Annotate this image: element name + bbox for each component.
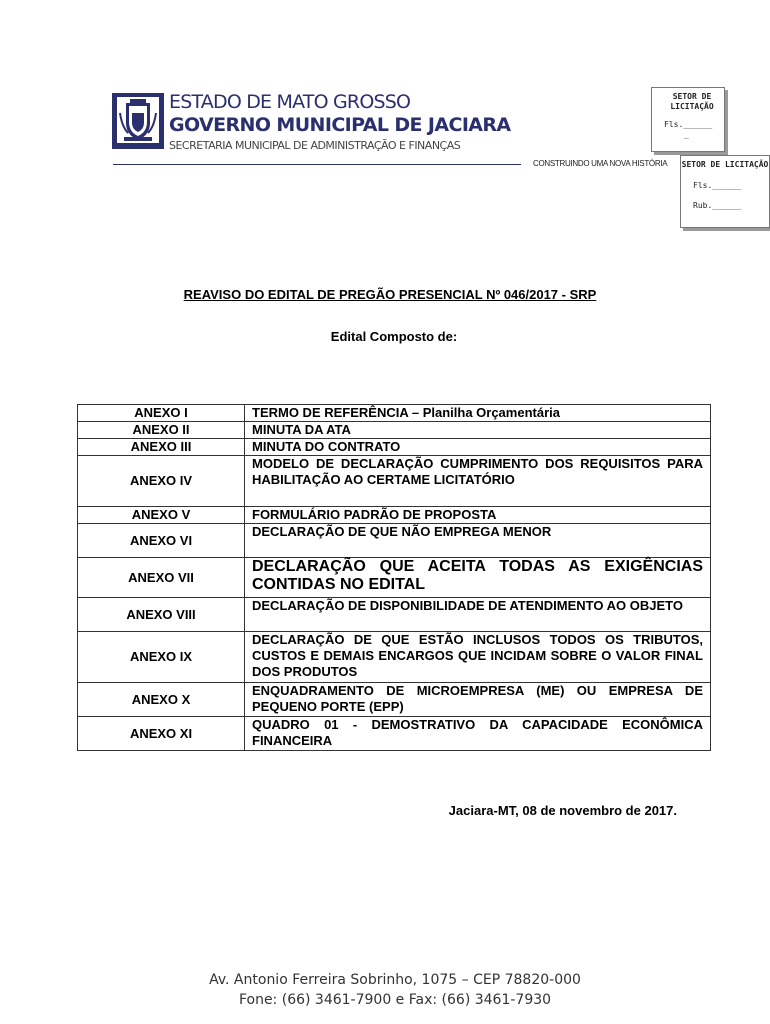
annex-description: MINUTA DA ATA [245, 422, 711, 439]
stamp-fls: Fls.______ [693, 181, 742, 190]
footer [0, 970, 770, 1010]
licitation-stamp-1 [651, 87, 725, 152]
annex-description: DECLARAÇÃO DE QUE NÃO EMPREGA MENOR [245, 524, 711, 558]
annex-description: DECLARAÇÃO QUE ACEITA TODAS AS EXIGÊNCIAS CONTIDAS NO EDITAL [245, 558, 711, 598]
annex-description: QUADRO 01 - DEMOSTRATIVO DA CAPACIDADE ECONÔMICA FINANCEIRA [245, 717, 711, 751]
annex-description: FORMULÁRIO PADRÃO DE PROPOSTA [245, 507, 711, 524]
table-row [78, 632, 711, 683]
annex-code: ANEXO IX [78, 632, 245, 683]
footer-address: Av. Antonio Ferreira Sobrinho, 1075 – CEP 78820-000 [209, 972, 581, 988]
annex-code: ANEXO VII [78, 558, 245, 598]
table-row [78, 405, 711, 422]
header-divider [113, 164, 521, 165]
place-date: Jaciara-MT, 08 de novembro de 2017. [448, 803, 677, 818]
annex-table [77, 404, 711, 751]
annex-code: ANEXO XI [78, 717, 245, 751]
stamp-fls: Fls.______ [664, 120, 713, 129]
annex-description: MODELO DE DECLARAÇÃO CUMPRIMENTO DOS REQUISITOS PARA HABILITAÇÃO AO CERTAME LICITATÓRIO [245, 456, 711, 507]
government-letterhead [169, 91, 511, 154]
annex-code: ANEXO VIII [78, 598, 245, 632]
stamp-mark: _ [684, 130, 689, 139]
annex-code: ANEXO II [78, 422, 245, 439]
state-name: ESTADO DE MATO GROSSO [169, 91, 411, 113]
stamp-title: SETOR DE LICITAÇÃO [681, 160, 769, 169]
annex-code: ANEXO V [78, 507, 245, 524]
secretariat-name: SECRETARIA MUNICIPAL DE ADMINISTRAÇÃO E FINANÇAS [169, 139, 461, 152]
table-row [78, 717, 711, 751]
annex-code: ANEXO III [78, 439, 245, 456]
footer-phone: Fone: (66) 3461-7900 e Fax: (66) 3461-7930 [238, 992, 552, 1008]
table-row [78, 456, 711, 507]
document-subtitle: Edital Composto de: [330, 329, 458, 344]
table-row [78, 439, 711, 456]
annex-code: ANEXO VI [78, 524, 245, 558]
document-title: REAVISO DO EDITAL DE PREGÃO PRESENCIAL Nº 046/2017 - SRP [183, 287, 597, 302]
table-row [78, 507, 711, 524]
table-row [78, 598, 711, 632]
table-row [78, 524, 711, 558]
stamp-title: SETOR DE LICITAÇÃO [670, 92, 714, 111]
annex-code: ANEXO IV [78, 456, 245, 507]
annex-description: DECLARAÇÃO DE QUE ESTÃO INCLUSOS TODOS OS TRIBUTOS, CUSTOS E DEMAIS ENCARGOS QUE INCIDAM SOBRE O VALOR FINAL DOS PRODUTOS [245, 632, 711, 683]
table-row [78, 422, 711, 439]
annex-description: MINUTA DO CONTRATO [245, 439, 711, 456]
table-row [78, 558, 711, 598]
annex-description: TERMO DE REFERÊNCIA – Planilha Orçamentária [245, 405, 711, 422]
municipality-name: GOVERNO MUNICIPAL DE JACIARA [169, 114, 511, 136]
annex-code: ANEXO X [78, 683, 245, 717]
municipal-crest-icon [112, 93, 164, 149]
annex-code: ANEXO I [78, 405, 245, 422]
stamp-rub: Rub.______ [693, 201, 742, 210]
annex-description: DECLARAÇÃO DE DISPONIBILIDADE DE ATENDIMENTO AO OBJETO [245, 598, 711, 632]
annex-description: ENQUADRAMENTO DE MICROEMPRESA (ME) OU EMPRESA DE PEQUENO PORTE (EPP) [245, 683, 711, 717]
licitation-stamp-2 [680, 155, 770, 228]
motto: CONSTRUINDO UMA NOVA HISTÓRIA [533, 159, 668, 168]
table-row [78, 683, 711, 717]
